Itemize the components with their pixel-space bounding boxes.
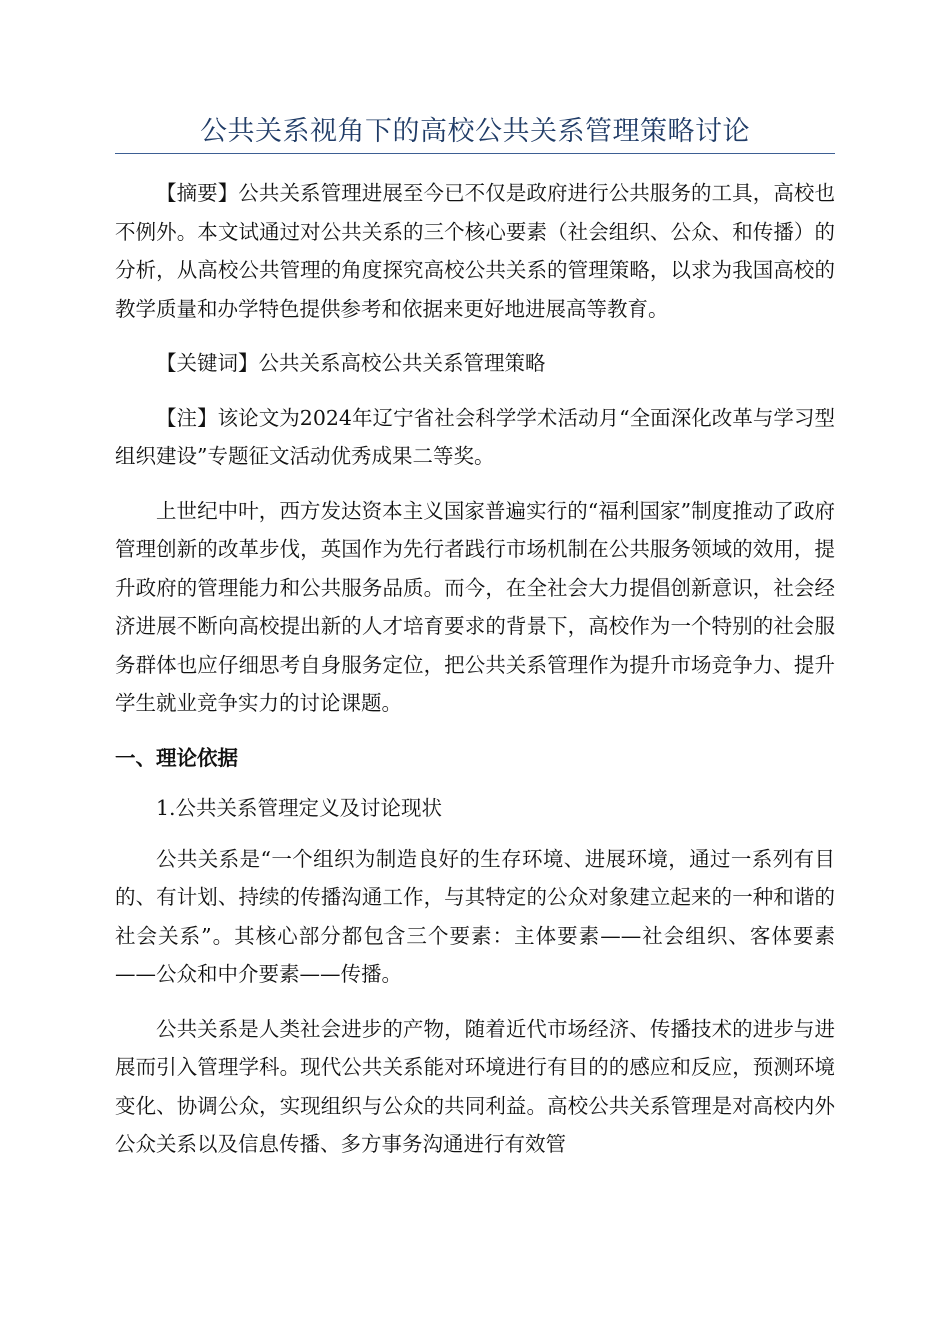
- title-underline: [115, 153, 835, 154]
- note-paragraph: 【注】该论文为2024年辽宁省社会科学学术活动月“全面深化改革与学习型组织建设”专题征文活动优秀成果二等奖。: [115, 405, 835, 468]
- document-body: [115, 174, 835, 1180]
- subsection-heading-definition: 1.公共关系管理定义及讨论现状: [156, 796, 443, 820]
- section-heading-theory: 一、理论依据: [115, 745, 238, 770]
- intro-paragraph: 上世纪中叶，西方发达资本主义国家普遍实行的“福利国家”制度推动了政府管理创新的改革步伐，英国作为先行者践行市场机制在公共服务领域的效用，提升政府的管理能力和公共服务品质。而今，在全社会大力提倡创新意识，社会经济进展不断向高校提出新的人才培育要求的背景下，高校作为一个特别的社会服务群体也应仔细思考自身服务定位，把公共关系管理作为提升市场竞争力、提升学生就业竞争实力的讨论课题。: [115, 498, 835, 715]
- history-paragraph: 公共关系是人类社会进步的产物，随着近代市场经济、传播技术的进步与进展而引入管理学科。现代公共关系能对环境进行有目的的感应和反应，预测环境变化、协调公众，实现组织与公众的共同利益。高校公共关系管理是对高校内外公众关系以及信息传播、多方事务沟通进行有效管: [115, 1016, 835, 1156]
- keywords-paragraph: 【关键词】公共关系高校公共关系管理策略: [156, 351, 546, 375]
- definition-paragraph: 公共关系是“一个组织为制造良好的生存环境、进展环境，通过一系列有目的、有计划、持续的传播沟通工作，与其特定的公众对象建立起来的一种和谐的社会关系”。其核心部分都包含三个要素：主体要素——社会组织、客体要素——公众和中介要素——传播。: [115, 846, 835, 986]
- abstract-paragraph: 【摘要】公共关系管理进展至今已不仅是政府进行公共服务的工具，高校也不例外。本文试通过对公共关系的三个核心要素（社会组织、公众、和传播）的分析，从高校公共管理的角度探究高校公共关系的管理策略，以求为我国高校的教学质量和办学特色提供参考和依据来更好地进展高等教育。: [115, 181, 835, 321]
- document-title: 公共关系视角下的高校公共关系管理策略讨论: [200, 116, 750, 147]
